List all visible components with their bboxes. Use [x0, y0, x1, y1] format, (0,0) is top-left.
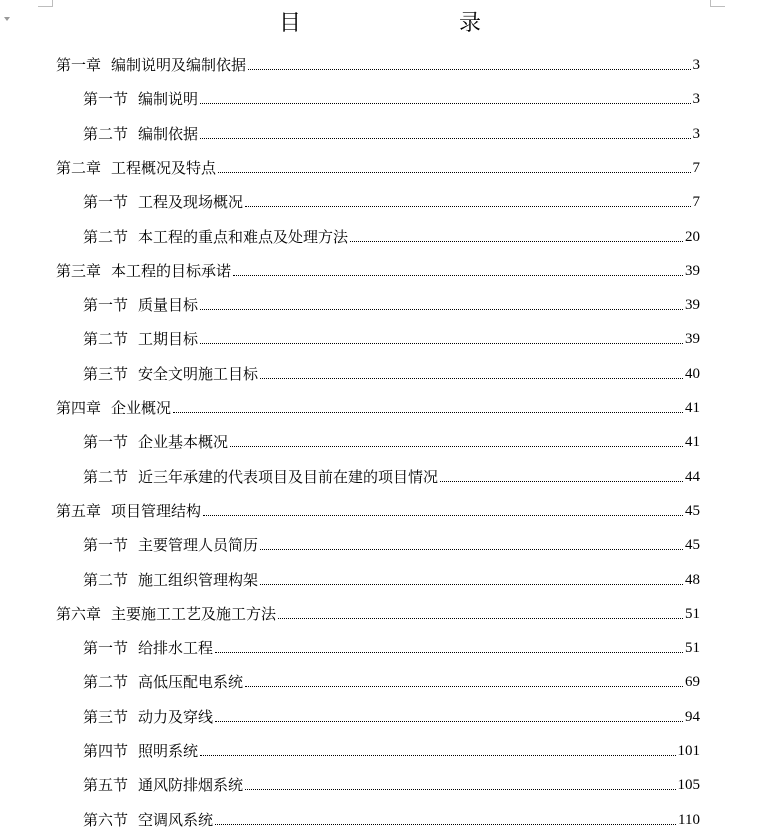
toc-dot-leader: [173, 412, 683, 413]
toc-entry-number: 第一章: [56, 56, 102, 74]
toc-page-number: 40: [685, 365, 700, 382]
toc-dot-leader: [200, 309, 683, 310]
toc-entry[interactable]: [83, 425, 700, 451]
toc-entry[interactable]: [83, 803, 700, 829]
toc-dot-leader: [245, 686, 683, 687]
margin-corner-mark-left: [38, 0, 53, 7]
toc-entry-number: 第二章: [56, 158, 102, 177]
toc-entry-title: 编制依据: [138, 124, 199, 143]
toc-dot-leader: [215, 652, 683, 653]
toc-entry[interactable]: [83, 700, 700, 726]
toc-entry-title: 空调风系统: [138, 810, 214, 829]
toc-entry-number: 第二节: [83, 124, 129, 143]
toc-page-number: 110: [678, 811, 700, 828]
toc-entry-number: 第六章: [56, 604, 102, 623]
toc-entry[interactable]: [56, 391, 700, 417]
margin-corner-mark-right: [710, 0, 725, 7]
toc-page-number: 3: [692, 91, 700, 108]
toc-entry-number: 第一节: [83, 433, 129, 452]
toc-dot-leader: [245, 206, 690, 207]
toc-entry-title: 编制说明: [138, 90, 199, 109]
toc-dot-leader: [203, 515, 683, 516]
toc-entry[interactable]: [56, 254, 700, 280]
toc-entry-title: 施工组织管理构架: [138, 570, 259, 589]
toc-entry-number: 第三节: [83, 364, 129, 383]
toc-dot-leader: [440, 481, 683, 482]
toc-entry-number: 第一节: [83, 536, 129, 555]
toc-page-number: 7: [692, 159, 700, 176]
toc-entry-number: 第六节: [83, 810, 129, 829]
toc-entry-title: 通风防排烟系统: [138, 776, 244, 795]
toc-dot-leader: [200, 103, 690, 104]
toc-entry-title: 企业基本概况: [138, 433, 229, 452]
toc-entry-title: 工程及现场概况: [138, 193, 244, 212]
toc-entry-title: 本工程的目标承诺: [111, 261, 232, 280]
toc-entry-number: 第一节: [83, 639, 129, 658]
toc-entry-number: 第三节: [83, 707, 129, 726]
toc-entry[interactable]: [83, 528, 700, 554]
toc-dot-leader: [200, 138, 690, 139]
toc-dot-leader: [233, 275, 683, 276]
toc-entry-title: 工程概况及特点: [111, 158, 217, 177]
toc-entry[interactable]: [83, 185, 700, 211]
toc-dot-leader: [215, 721, 683, 722]
toc-entry[interactable]: [83, 734, 700, 760]
toc-dot-leader: [200, 343, 683, 344]
toc-entry-title: 近三年承建的代表项目及目前在建的项目情况: [138, 467, 439, 486]
toc-entry-title: 编制说明及编制依据: [111, 56, 247, 74]
toc-entry-number: 第二节: [83, 570, 129, 589]
toc-page-number: 3: [692, 57, 700, 73]
toc-page-number: 41: [685, 400, 700, 416]
toc-dot-leader: [230, 446, 683, 447]
toc-entry-number: 第二节: [83, 673, 129, 692]
toc-entry[interactable]: [56, 151, 700, 177]
toc-page-number: 39: [685, 262, 700, 279]
toc-entry[interactable]: [83, 117, 700, 143]
toc-entry[interactable]: [56, 597, 700, 623]
toc-page-number: 51: [685, 605, 700, 622]
toc-page-number: 45: [685, 537, 700, 554]
toc-page-number: 20: [685, 228, 700, 245]
toc-dot-leader: [278, 618, 683, 619]
toc-entry-number: 第五章: [56, 501, 102, 520]
toc-page-number: 45: [685, 502, 700, 519]
toc-entry[interactable]: [83, 631, 700, 657]
toc-entry[interactable]: [83, 322, 700, 348]
toc-entry[interactable]: [83, 768, 700, 794]
toc-entry-title: 给排水工程: [138, 639, 214, 658]
toc-entry-number: 第二节: [83, 330, 129, 349]
toc-entry-number: 第一节: [83, 90, 129, 109]
toc-entry[interactable]: [83, 288, 700, 314]
toc-entry-number: 第一节: [83, 296, 129, 315]
toc-entry-number: 第五节: [83, 776, 129, 795]
toc-entry-number: 第一节: [83, 193, 129, 212]
toc-entry-title: 工期目标: [138, 330, 199, 349]
toc-page-number: 3: [692, 125, 700, 142]
toc-page-number: 41: [685, 434, 700, 451]
toc-page-number: 101: [677, 743, 700, 759]
toc-page-number: 7: [692, 194, 700, 211]
toc-title: 目 录: [278, 11, 519, 36]
toc-entry[interactable]: [83, 665, 700, 691]
toc-entry[interactable]: [56, 48, 700, 74]
toc-entry-title: 高低压配电系统: [138, 673, 244, 692]
toc-entry-number: 第三章: [56, 261, 102, 280]
toc-entry-title: 质量目标: [138, 296, 199, 315]
toc-dot-leader: [350, 241, 683, 242]
toc-entry-title: 项目管理结构: [111, 501, 202, 520]
toc-entry-title: 照明系统: [138, 742, 199, 760]
toc-entry[interactable]: [83, 460, 700, 486]
toc-dot-leader: [248, 69, 690, 70]
toc-entry-number: 第四节: [83, 742, 129, 760]
toc-page-number: 69: [685, 674, 700, 691]
toc-entry-title: 动力及穿线: [138, 707, 214, 726]
toc-entry-number: 第二节: [83, 467, 129, 486]
toc-dot-leader: [245, 789, 675, 790]
toc-page-number: 48: [685, 571, 700, 588]
toc-entry[interactable]: [83, 82, 700, 108]
toc-page-number: 44: [685, 468, 700, 485]
toc-entry-number: 第四章: [56, 399, 102, 417]
toc-dot-leader: [200, 755, 675, 756]
toc-entry-title: 本工程的重点和难点及处理方法: [138, 227, 349, 246]
toc-page-number: 105: [677, 777, 700, 794]
toc-entry-title: 企业概况: [111, 399, 172, 417]
toc-page-number: 39: [685, 297, 700, 314]
toc-page-number: 39: [685, 331, 700, 348]
toc-dot-leader: [218, 172, 690, 173]
toc-entry-number: 第二节: [83, 227, 129, 246]
toc-dot-leader: [215, 824, 676, 825]
toc-entry[interactable]: [56, 494, 700, 520]
toc-page-number: 94: [685, 708, 700, 725]
toc-entry[interactable]: [83, 220, 700, 246]
toc-entry-title: 主要施工工艺及施工方法: [111, 604, 277, 623]
toc-dot-leader: [260, 549, 683, 550]
toc-entry[interactable]: [83, 563, 700, 589]
toc-dot-leader: [260, 378, 683, 379]
toc-dot-leader: [260, 584, 683, 585]
toc-entry-title: 主要管理人员简历: [138, 536, 259, 555]
toc-entry[interactable]: [83, 357, 700, 383]
toc-entry-title: 安全文明施工目标: [138, 364, 259, 383]
toc-page-number: 51: [685, 640, 700, 657]
